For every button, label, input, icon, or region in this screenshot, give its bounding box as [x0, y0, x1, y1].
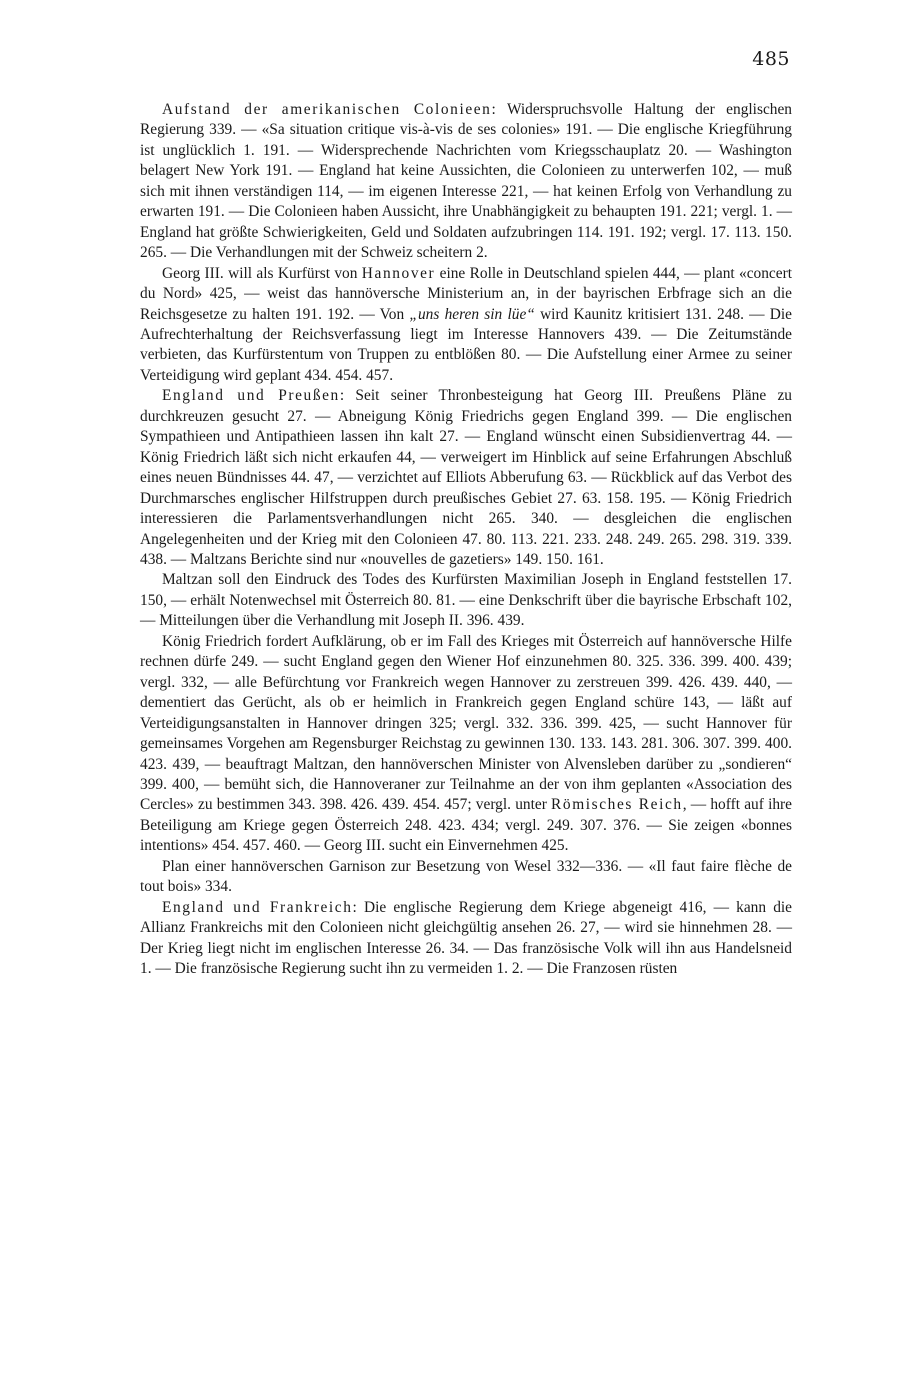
entry-text: König Friedrich fordert Aufklärung, ob er im Fall des Krieges mit Österreich auf hannöversche Hilfe rechnen dürfe 249. — sucht England gegen den Wiener Hof einzunehmen 80. 325. 336. 399. 400. 439; vergl. 332, — alle Befürchtung vor Frankreich wegen Hannover zu zerstreuen 399. 426. 439. 440, — dementiert das Gerücht, als ob er heimlich in Frankreich gegen England schüre 143, — läßt auf Verteidigungsanstalten in Hannover dringen 325; vergl. 332. 336. 399. 425, — sucht Hannover für gemeinsames Vorgehen am Regensburger Reichstag zu gewinnen 130. 133. 143. 281. 306. 307. 399. 400. 423. 439, — beauftragt Maltzan, den hannöverschen Minister von Alvensleben darüber zu „sondieren“ 399. 400, — bemüht sich, die Hannoveraner zur Teilnahme an der von ihm geplanten «Association des Cercles» zu bestimmen 343. 398. 426. 439. 454. 457; vergl. unter	[140, 632, 792, 814]
entry-text: eine Rolle in Deutschland spielen 444, — plant «concert du Nord» 425, — weist das hannöversche Ministerium an, in der bayrischen Erbfrage sich an die Reichsgesetze zu halten 191. 192. — Von	[140, 264, 792, 323]
entry-text: : Widerspruchsvolle Haltung der englischen Regierung 339. — «Sa situation critique vis-à-vis de ses colonies» 191. — Die englische Kriegführung ist unglücklich 1. 191. — Widersprechende Nachrichten vom Kriegsschauplatz 20. — Washington belagert New York 191. — England hat keine Aussichten, die Colonieen zu unterwerfen 102, — muß sich mit ihnen verständigen 114, — im eigenen Interesse 221, — hat keinen Erfolg von Verhandlung zu erwarten 191. — Die Colonieen haben Aussicht, ihre Unabhängigkeit zu behaupten 191. 221; vergl. 1. — England hat größte Schwierigkeiten, Geld und Soldaten aufzubringen 114. 191. 192; vergl. 17. 113. 150. 265. — Die Verhandlungen mit der Schweiz scheitern 2.	[140, 101, 792, 262]
paragraph-maltzan	[140, 570, 792, 631]
entry-text: : Seit seiner Thronbesteigung hat Georg III. Preußens Pläne zu durchkreuzen gesucht 27. — Abneigung König Friedrichs gegen England 399. — Die englischen Sympathieen und Antipathieen lassen ihn kalt 27. — England wünscht einen Subsidienvertrag 44. — König Friedrich läßt sich nicht erkaufen 44, — verweigert im Hinblick auf seine Erfahrungen Abschluß eines neuen Bündnisses 44. 47, — verzichtet auf Elliots Abberufung 63. — Rückblick auf das Verbot des Durchmarsches englischer Hilfstruppen durch preußisches Gebiet 27. 63. 158. 195. — König Friedrich interessieren die Parlamentsverhandlungen nicht 265. 340. — desgleichen die englischen Angelegenheiten und der Krieg mit den Colonieen 47. 80. 113. 221. 233. 248. 249. 265. 298. 319. 339. 438. — Maltzans Berichte sind nur «nouvelles de gazetiers» 149. 150. 161.	[140, 387, 792, 568]
paragraph-hannover	[140, 264, 792, 387]
entry-heading: England und Preußen	[162, 387, 340, 405]
entry-text: wird Kaunitz kritisiert 131. 248. — Die Aufrechterhaltung der Reichsverfassung liegt im Interesse Hannovers 439. — Die Zeitumstände verbieten, das Kurfürstentum von Truppen zu entblößen 80. — Die Aufstellung einer Armee zu seiner Verteidigung wird geplant 434. 454. 457.	[140, 305, 793, 384]
entry-heading: England und Frankreich	[162, 898, 353, 916]
entry-text: : Die englische Regierung dem Kriege abgeneigt 416, — kann die Allianz Frankreichs mit den Colonieen nicht gleichgültig ansehen 26. 27, — wird sie hinnehmen 28. — Der Krieg liegt nicht im englischen Interesse 26. 34. — Das französische Volk will ihn aus Handelsneid 1. — Die französische Regierung sucht ihn zu vermeiden 1. 2. — Die Franzosen rüsten	[140, 898, 793, 978]
paragraph-colonies	[140, 100, 792, 264]
entry-heading: Aufstand der amerikanischen Colonieen	[162, 101, 492, 118]
entry-text: , — hofft auf ihre Beteiligung am Kriege gegen Österreich 248. 423. 434; vergl. 249. 307. 376. — Sie zeigen «bonnes intentions» 454. 457. 460. — Georg III. sucht ein Einvernehmen 425.	[140, 796, 792, 855]
entry-text: Georg III. will als Kurfürst von	[162, 264, 362, 282]
entry-heading: Römisches Reich	[551, 796, 683, 814]
paragraph-koenig-friedrich	[140, 632, 792, 857]
entry-text: Maltzan soll den Eindruck des Todes des Kurfürsten Maximilian Joseph in England feststellen 17. 150, — erhält Notenwechsel mit Österreich 80. 81. — eine Denkschrift über die bayrische Erbschaft 102, — Mitteilungen über die Verhandlung mit Joseph II. 396. 439.	[140, 571, 792, 630]
paragraph-wesel	[140, 857, 792, 898]
page-number: 485	[752, 48, 790, 70]
paragraph-england-preussen	[140, 386, 792, 570]
entry-text: Plan einer hannöverschen Garnison zur Besetzung von Wesel 332—336. — «Il faut faire flèche de tout bois» 334.	[140, 857, 792, 896]
italic-quote: „uns heren sin lüe“	[404, 305, 535, 323]
paragraph-england-frankreich	[140, 898, 792, 980]
index-text	[140, 100, 792, 979]
entry-heading: Hannover	[361, 264, 436, 282]
